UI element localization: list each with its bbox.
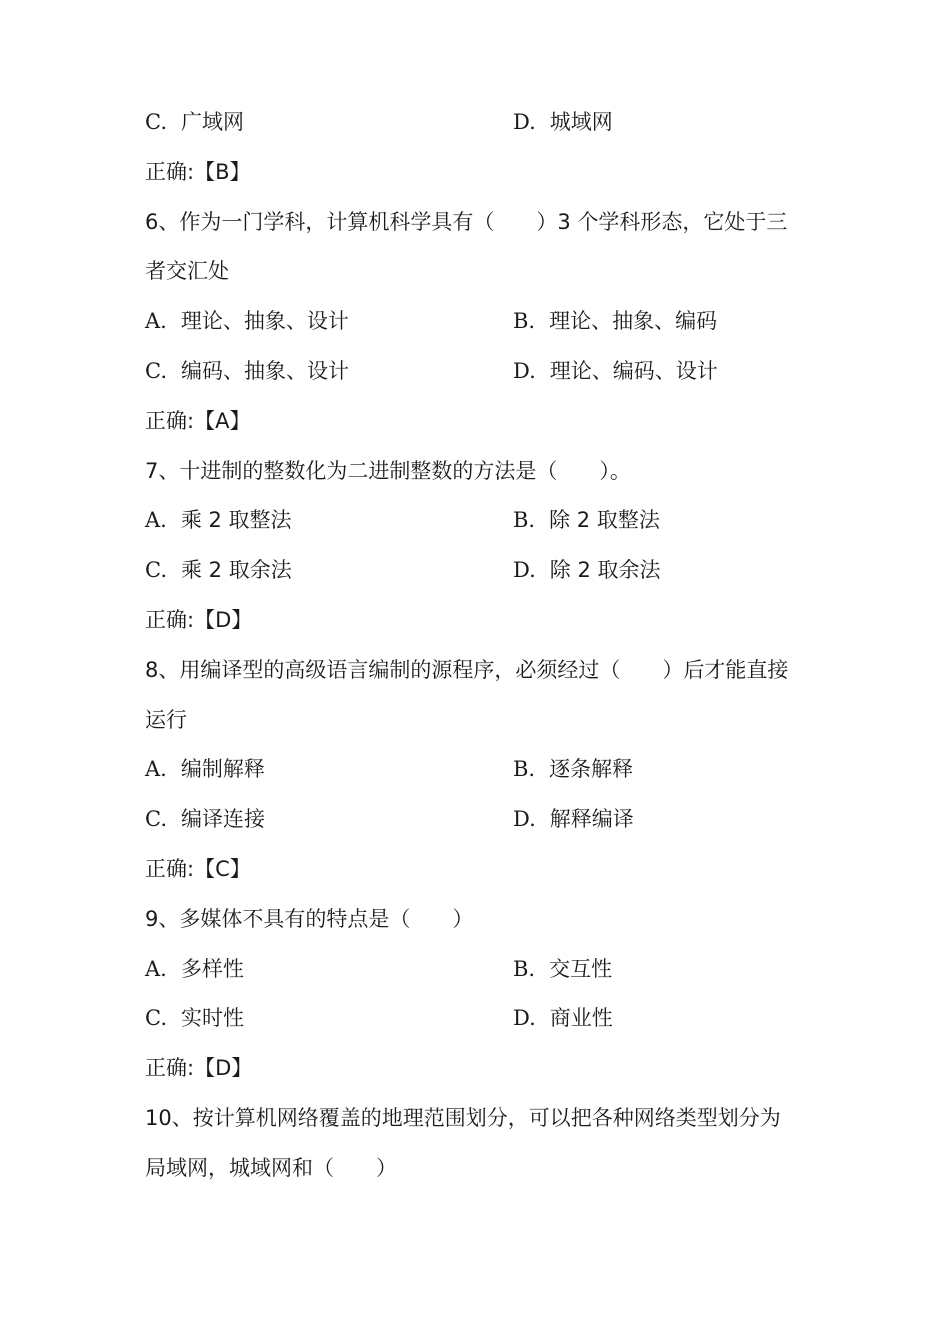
answer-line: 正确:【D】 (145, 608, 253, 632)
option-left (145, 954, 244, 984)
option-letter: C. (145, 807, 167, 832)
option-text: 除 2 取整法 (549, 508, 660, 533)
option-text: 除 2 取余法 (549, 558, 661, 583)
answer-line: 正确:【B】 (145, 159, 251, 184)
option-text: 乘 2 取余法 (181, 558, 292, 583)
question-text: 8、用编译型的高级语言编制的源程序，必须经过（ ）后才能直接 (145, 657, 789, 682)
option-right (513, 1003, 613, 1033)
option-text: 乘 2 取整法 (180, 508, 292, 533)
option-text: 逐条解释 (549, 757, 634, 782)
question-text-continued: 运行 (145, 707, 187, 732)
question-text-continued: 局域网，城域网和（ ） (145, 1155, 397, 1180)
option-text: 城域网 (549, 110, 613, 134)
option-letter: C. (145, 110, 167, 134)
option-letter: A. (145, 309, 167, 334)
question-text: 6、作为一门学科，计算机科学具有（ ）3 个学科形态，它处于三 (145, 209, 788, 234)
option-letter: B. (513, 508, 536, 533)
option-left (145, 804, 265, 834)
option-letter: A. (145, 508, 167, 533)
option-right (513, 356, 718, 386)
option-text: 编制解释 (180, 757, 265, 782)
option-text: 交互性 (549, 956, 613, 981)
option-text: 解释编译 (549, 807, 634, 832)
option-text: 理论、抽象、编码 (549, 309, 718, 334)
option-left (145, 754, 265, 784)
option-right (513, 754, 633, 784)
option-letter: C. (145, 1006, 167, 1031)
option-letter: D. (513, 110, 536, 134)
option-letter: A. (145, 757, 167, 782)
answer-line: 正确:【A】 (145, 408, 251, 433)
answer-line: 正确:【D】 (145, 1056, 253, 1081)
option-right (513, 555, 660, 585)
question-text: 10、按计算机网络覆盖的地理范围划分，可以把各种网络类型划分为 (145, 1106, 781, 1130)
option-text: 广域网 (181, 110, 244, 134)
option-right (513, 107, 613, 137)
option-letter: B. (513, 956, 536, 981)
option-right (513, 306, 717, 336)
option-letter: C. (145, 558, 167, 583)
question-text: 7、十进制的整数化为二进制整数的方法是（ ）。 (145, 458, 631, 483)
option-letter: D. (513, 359, 536, 383)
option-text: 理论、编码、设计 (549, 359, 718, 383)
option-text: 多样性 (180, 956, 244, 981)
question-text: 9、多媒体不具有的特点是（ ） (145, 906, 474, 931)
option-text: 商业性 (549, 1006, 613, 1031)
option-right (513, 505, 660, 535)
option-right (513, 804, 634, 834)
option-letter: B. (513, 757, 536, 782)
option-right (513, 954, 612, 984)
option-letter: D. (513, 558, 536, 583)
answer-line: 正确:【C】 (145, 857, 251, 881)
option-left (145, 505, 292, 535)
option-letter: C. (145, 359, 167, 383)
option-letter: D. (513, 1006, 536, 1031)
option-text: 理论、抽象、设计 (180, 309, 349, 334)
option-text: 实时性 (181, 1006, 244, 1031)
option-letter: D. (513, 807, 536, 832)
option-left (145, 1003, 244, 1033)
question-text-continued: 者交汇处 (145, 259, 229, 284)
option-left (145, 107, 244, 137)
option-left (145, 356, 349, 386)
option-letter: B. (513, 309, 536, 334)
option-left (145, 555, 292, 585)
option-text: 编译连接 (181, 807, 265, 832)
option-letter: A. (145, 956, 167, 981)
option-text: 编码、抽象、设计 (181, 359, 349, 383)
option-left (145, 306, 349, 336)
